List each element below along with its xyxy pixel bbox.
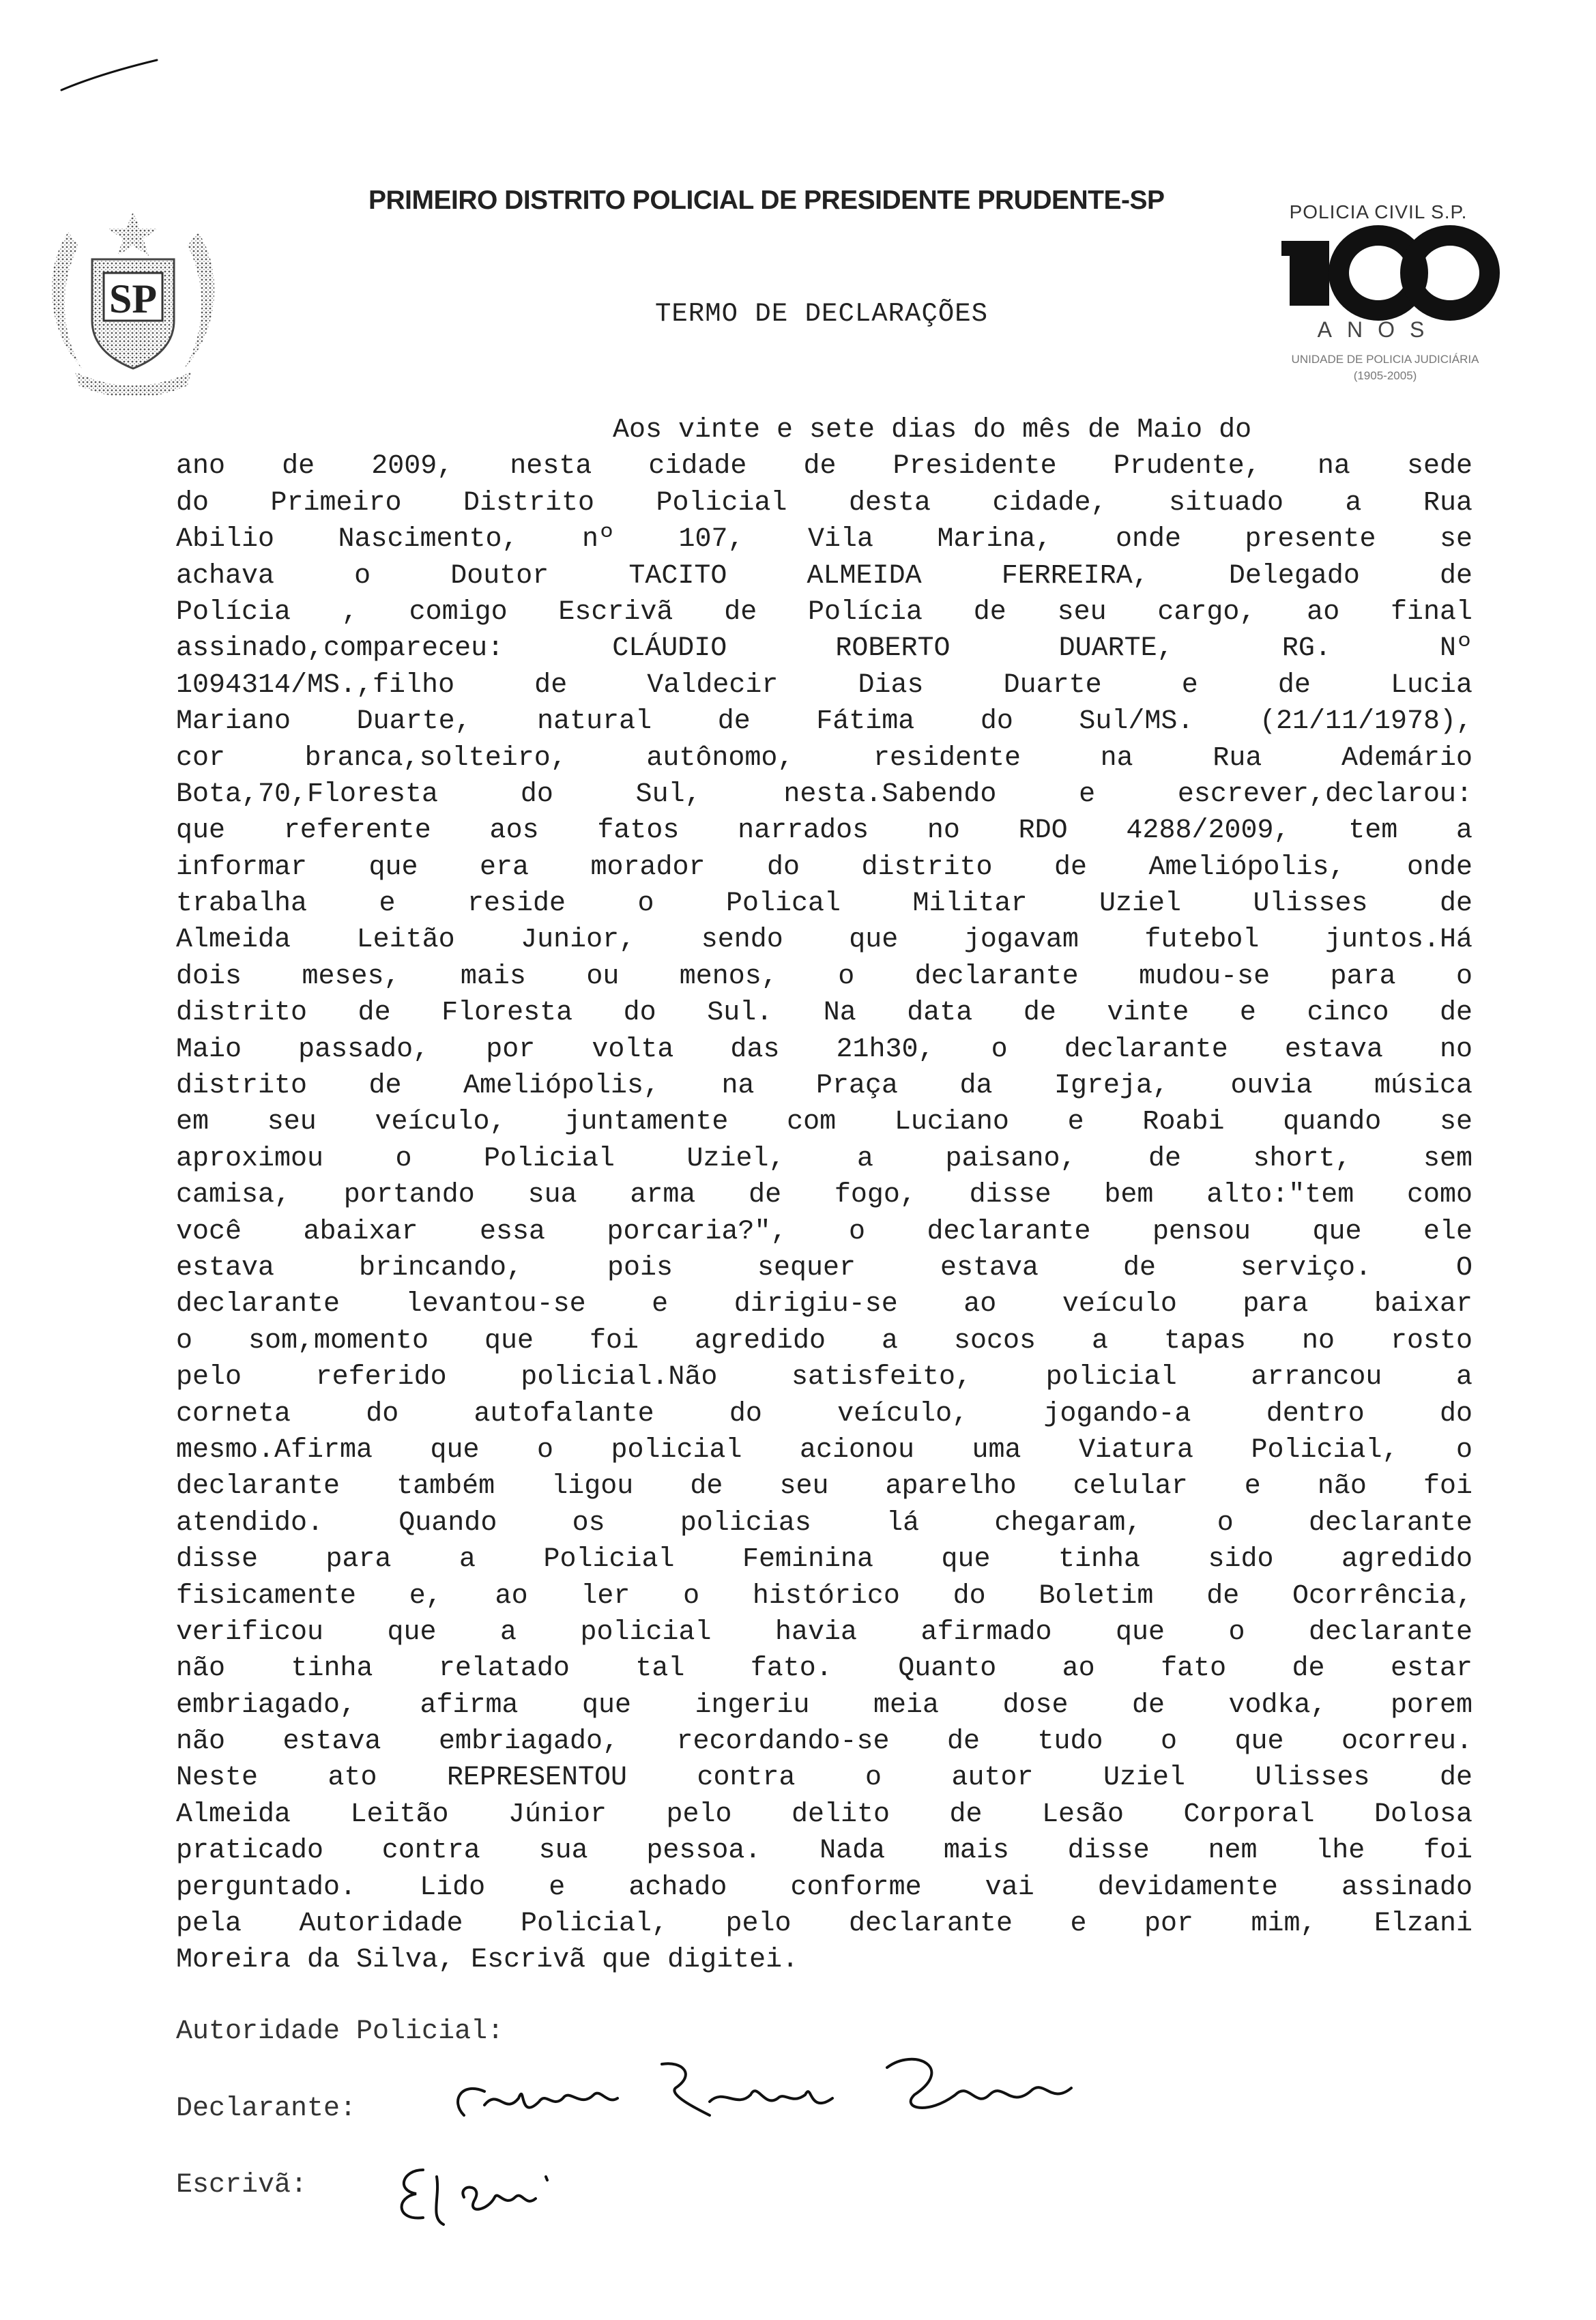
logo-anos-text: ANOS (1317, 317, 1440, 342)
declaration-line: Almeida Leitão Junior, sendo que jogavam futebol juntos.Há (176, 925, 1472, 956)
declaration-line: perguntado. Lido e achado conforme vai devidamente assinado (176, 1872, 1472, 1903)
declaration-line: praticado contra sua pessoa. Nada mais disse nem lhe foi (176, 1836, 1472, 1867)
declaration-line: Aos vinte e sete dias do mês de Maio do (613, 415, 1252, 446)
declaration-line: em seu veículo, juntamente com Luciano e Roabi quando se (176, 1107, 1472, 1138)
institution-title: PRIMEIRO DISTRITO POLICIAL DE PRESIDENTE PRUDENTE-SP (368, 186, 1165, 215)
declaration-line: estava brincando, pois sequer estava de serviço. O (176, 1252, 1472, 1284)
logo-top-text: POLICIA CIVIL S.P. (1289, 201, 1468, 222)
clerk-handwritten-signature (382, 2149, 587, 2238)
declaration-line: pela Autoridade Policial, pelo declarante e por mim, Elzani (176, 1909, 1472, 1940)
declaration-line: atendido. Quando os policias lá chegaram, o declarante (176, 1507, 1472, 1539)
declaration-line: você abaixar essa porcaria?", o declarante pensou que ele (176, 1216, 1472, 1247)
declaration-line: fisicamente e, ao ler o histórico do Boletim de Ocorrência, (176, 1580, 1472, 1612)
declaration-line: Abilio Nascimento, nº 107, Vila Marina, onde presente se (176, 524, 1472, 555)
declaration-line: trabalha e reside o Polical Militar Uziel Ulisses de (176, 888, 1472, 920)
declaration-line: o som,momento que foi agredido a socos a tapas no rosto (176, 1325, 1472, 1357)
declaration-line: achava o Doutor TACITO ALMEIDA FERREIRA, Delegado de (176, 560, 1472, 592)
clerk-signature-label: Escrivã: (176, 2170, 308, 2201)
declaration-line: disse para a Policial Feminina que tinha sido agredido (176, 1544, 1472, 1576)
logo-subtitle (1273, 351, 1498, 384)
declarant-signature-label: Declarante: (176, 2093, 357, 2124)
declaration-line: do Primeiro Distrito Policial desta cidade, situado a Rua (176, 487, 1472, 519)
declaration-line: distrito de Ameliópolis, na Praça da Igreja, ouvia música (176, 1071, 1472, 1102)
declaration-line: 1094314/MS.,filho de Valdecir Dias Duarte e de Lucia (176, 669, 1472, 701)
document-title: TERMO DE DECLARAÇÕES (655, 299, 989, 329)
declaration-line: corneta do autofalante do veículo, jogando-a dentro do (176, 1398, 1472, 1430)
declaration-line: Maio passado, por volta das 21h30, o declarante estava no (176, 1034, 1472, 1065)
declaration-line: Almeida Leitão Júnior pelo delito de Lesão Corporal Dolosa (176, 1799, 1472, 1830)
logo-subtitle-line-2: (1905-2005) (1353, 369, 1417, 382)
declaration-line: não estava embriagado, recordando-se de tudo o que ocorreu. (176, 1726, 1472, 1758)
declaration-line: declarante levantou-se e dirigiu-se ao veículo para baixar (176, 1289, 1472, 1320)
declaration-line: assinado,compareceu: CLÁUDIO ROBERTO DUARTE, RG. Nº (176, 633, 1472, 665)
declaration-line: Moreira da Silva, Escrivã que digitei. (176, 1945, 799, 1976)
declaration-line: camisa, portando sua arma de fogo, disse bem alto:"tem como (176, 1180, 1472, 1211)
declaration-line: verificou que a policial havia afirmado que o declarante (176, 1616, 1472, 1648)
declaration-line: aproximou o Policial Uziel, a paisano, de short, sem (176, 1143, 1472, 1174)
declaration-line: que referente aos fatos narrados no RDO 4288/2009, tem a (176, 815, 1472, 847)
declaration-line: dois meses, mais ou menos, o declarante mudou-se para o (176, 961, 1472, 992)
logo-subtitle-line-1: UNIDADE DE POLICIA JUDICIÁRIA (1291, 353, 1479, 366)
declaration-line: Neste ato REPRESENTOU contra o autor Uziel Ulisses de (176, 1763, 1472, 1794)
declaration-line: Bota,70,Floresta do Sul, nesta.Sabendo e escrever,declarou: (176, 779, 1472, 810)
declaration-line: cor branca,solteiro, autônomo, residente na Rua Ademário (176, 742, 1472, 774)
pen-stroke-mark (55, 48, 164, 109)
declaration-body (176, 412, 1472, 1979)
declaration-line: Mariano Duarte, natural de Fátima do Sul/MS. (21/11/1978), (176, 706, 1472, 738)
declaration-line: mesmo.Afirma que o policial acionou uma Viatura Policial, o (176, 1434, 1472, 1466)
declaration-line: não tinha relatado tal fato. Quanto ao fato de estar (176, 1653, 1472, 1685)
declaration-line: pelo referido policial.Não satisfeito, policial arrancou a (176, 1362, 1472, 1393)
declaration-line: Polícia , comigo Escrivã de Polícia de seu cargo, ao final (176, 596, 1472, 628)
declaration-line: embriagado, afirma que ingeriu meia dose de vodka, porem (176, 1690, 1472, 1721)
declaration-line: declarante também ligou de seu aparelho celular e não foi (176, 1471, 1472, 1503)
state-seal-icon (41, 205, 225, 396)
declaration-line: ano de 2009, nesta cidade de Presidente Prudente, na sede (176, 451, 1472, 482)
declaration-line: distrito de Floresta do Sul. Na data de vinte e cinco de (176, 998, 1472, 1029)
authority-signature-label: Autoridade Policial: (176, 2016, 504, 2047)
seal-letters: SP (108, 276, 158, 321)
declarant-handwritten-signature (437, 2040, 1119, 2143)
declaration-line: informar que era morador do distrito de Ameliópolis, onde (176, 852, 1472, 883)
